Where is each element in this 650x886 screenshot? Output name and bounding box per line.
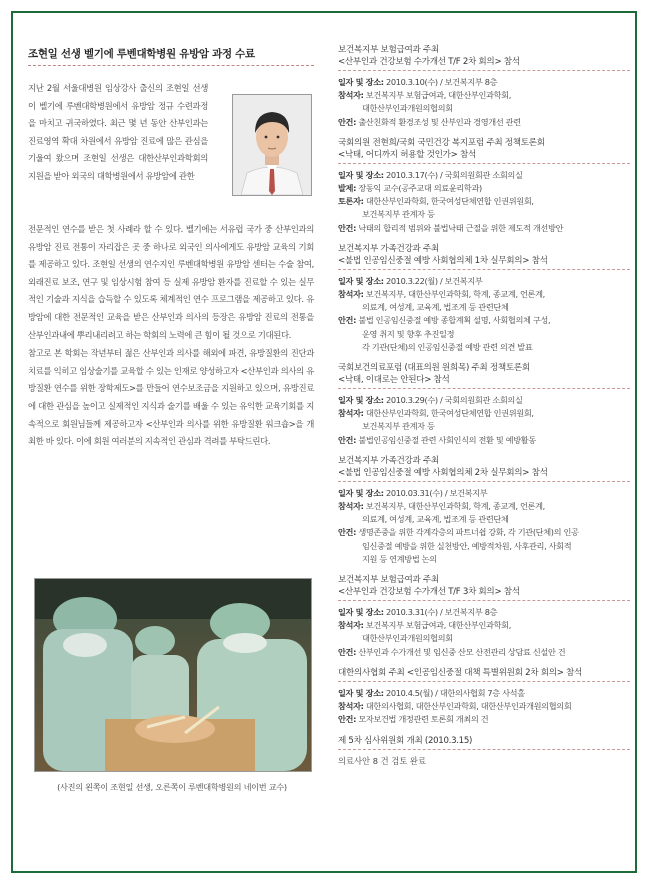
final-event-title: 제 5차 심사위원회 개최 (2010.3.15) [338,735,473,746]
article-paragraph-1b: 전문적인 연수를 받은 첫 사례라 할 수 있다. 벨기에는 서유럽 국가 중 산부인과의 유방암 진료 전통이 자리잡은 곳 중 하나로 외국인 의사에게도 유방암 교육의 기회를 제공하고 있다. 조현일 선생의 연수지인 루벤대학병원 유방암 센터는 수술 참여, 외래진료 보조, 연구 및 임상시험 참여 등 실제 유방암 환자를 진료할 수 있는 실무적인 기술과 지식을 습득할 수 있도록 체계적인 연수 프로그램을 제공하고 있다. 유방암에 대한 전문적인 교육을 받은 산부인과 의사의 등장은 유방암 진료의 전통을 산부인과내에 뿌리내리려고 하는 학회의 노력에 큰 힘이 될 것으로 기대된다. [28,224,314,340]
detail-label: 일자 및 장소: [338,487,384,498]
event-name: <산부인과 건강보험 수가개선 T/F 2차 회의> 참석 [338,57,520,67]
detail-value: 2010.4.5(월) / 대한의사협회 7층 사석홀 [386,687,525,698]
event-detail-row [338,434,630,447]
event-block [338,574,630,659]
divider [338,600,630,601]
event-detail-row [338,288,630,301]
event-organizer: 보건복지부 가족건강과 주최 [338,243,439,254]
event-detail-row [338,222,630,235]
article-paragraph-2: 참고로 본 학회는 작년부터 젊은 산부인과 의사를 해외에 파견, 유방질환의 진단과 치료를 익히고 임상술기를 교육할 수 있는 인재로 양성하고자 <산부인과 의사의 유방질환 연수를 위한 장학제도>를 만들어 연수보조금을 지원하고 있으며, 유방진료에 대한 관심을 높이고 실제적인 지식과 술기를 배울 수 있는 유익한 교육기회를 지속적으로 회원님들께 제공하고자 <산부인과 의사를 위한 유방질환 워크숍>을 개최한 바 있다. 이에 회원 여러분의 지속적인 관심과 격려를 부탁드린다. [28,348,314,447]
event-detail-row [338,195,630,208]
detail-value: 2010.3.29(수) / 국회의원회관 소회의실 [386,395,523,406]
detail-value: 장동익 교수(공주교대 의료윤리학과) [358,183,482,194]
detail-value: 대한의사협회, 대한산부인과학회, 대한산부인과개원의협의회 [365,701,572,712]
event-detail-row [338,700,630,713]
final-event-text: 의료사안 8 건 검토 완료 [338,755,426,766]
detail-label: 토론자: [338,196,364,207]
event-detail-row [338,606,630,619]
article-column [28,46,314,454]
event-detail-row [338,89,630,102]
detail-value: 모자보건법 개정관련 토론회 개최의 건 [358,714,489,725]
event-organizer: 국회보건의료포럼 (대표의원 원희목) 주최 정책토론회 [338,363,530,374]
detail-label: 일자 및 장소: [338,395,384,406]
event-detail-row [338,487,630,500]
detail-value: 보건복지부 보험급여과, 대한산부인과학회, [365,90,511,101]
event-detail-row [338,553,630,566]
detail-label: 참석자: [338,701,364,712]
detail-label: 안건: [338,434,357,445]
detail-value: 대한산부인과개원의협의회 [362,103,453,114]
event-detail-row [338,314,630,327]
detail-label: 참석자: [338,501,364,512]
event-detail-row [338,275,630,288]
detail-value: 대한산부인과학회, 한국여성단체연합 인권위원회, [365,408,534,419]
event-detail-row [338,420,630,433]
detail-label: 발제: [338,183,357,194]
event-block [338,44,630,129]
event-detail-row [338,301,630,314]
event-title [338,44,630,68]
detail-value: 낙태의 합리적 범위와 불법낙태 근절을 위한 제도적 개선방안 [358,222,564,233]
detail-label: 안건: [338,527,357,538]
detail-label: 참석자: [338,90,364,101]
detail-label: 안건: [338,222,357,233]
divider [338,388,630,389]
event-detail-row [338,341,630,354]
detail-value: 2010.3.22(월) / 보건복지부 [386,275,483,286]
detail-value: 각 기관(단체)의 인공임신중절 예방 관련 의견 발표 [362,341,533,352]
detail-label: 참석자: [338,408,364,419]
photo-caption: (사진의 왼쪽이 조현일 선생, 오른쪽이 루벤대학병원의 네이번 교수) [57,782,287,792]
event-detail-row [338,208,630,221]
event-detail-row [338,394,630,407]
detail-value: 출산친화적 환경조성 및 산부인과 경영개선 관련 [358,116,521,127]
detail-value: 산부인과 수가개선 및 임신중 산모 산전관리 상담료 신설안 건 [358,646,566,657]
event-title [338,455,630,479]
event-title [338,243,630,267]
detail-label: 참석자: [338,620,364,631]
event-block [338,362,630,447]
detail-value: 2010.3.10(수) / 보건복지부 8층 [386,77,498,87]
event-detail-row [338,540,630,553]
event-detail-row [338,632,630,645]
event-detail-row [338,513,630,526]
divider [338,481,630,482]
events-list [338,44,630,727]
event-detail-row [338,687,630,700]
detail-value: 보건복지부 관계자 등 [362,209,435,220]
surgery-photo [34,578,312,772]
detail-value: 불법 인공임신중절 예방 종합계획 설명, 사회협의체 구성, [358,315,551,326]
detail-label: 일자 및 장소: [338,687,384,698]
article-paragraph-1: 지난 2월 서울대병원 임상강사 출신의 조현일 선생이 벨기에 루벤대학병원에서 유방암 정규 수련과정을 마치고 귀국하였다. 최근 몇 년 동안 산부인과는 진료영역 확대 차원에서 유방암 진료에 많은 관심을 기울여 왔으며 조현일 선생은 대한산부인과학회의 지원을 받아 외국의 대학병원에서 유방암에 관한 [28,83,208,181]
detail-value: 의료계, 여성계, 교육계, 법조계 등 관련단체 [362,302,509,313]
event-detail-row [338,182,630,195]
detail-value: 보건복지부, 대한산부인과학회, 학계, 종교계, 언론계, [365,289,545,300]
event-name: <불법 인공임신중절 예방 사회협의체 1차 실무회의> 참석 [338,255,548,266]
detail-value: 2010.03.31(수) / 보건복지부 [386,487,488,498]
detail-value: 생명존중을 위한 각계각층의 파트너쉽 강화, 각 기관(단체)의 인공 [358,527,579,538]
detail-label: 안건: [338,714,357,725]
detail-value: 대한산부인과개원의협의회 [362,633,453,644]
event-title [338,667,630,679]
event-detail-row [338,102,630,115]
detail-label: 일자 및 장소: [338,169,384,180]
event-detail-row [338,619,630,632]
detail-value: 의료계, 여성계, 교육계, 법조계 등 관련단체 [362,514,509,525]
detail-value: 불법인공임신중절 관련 사회인식의 전환 및 예방활동 [358,434,536,445]
divider [338,269,630,270]
event-block [338,667,630,727]
portrait-photo [232,94,312,196]
event-detail-row [338,500,630,513]
detail-value: 보건복지부 보험급여과, 대한산부인과학회, [365,620,511,631]
article-title: 조현일 선생 벨기에 루벤대학병원 유방암 과정 수료 [28,46,314,66]
event-name: <낙태, 이대로는 안된다> 참석 [338,375,450,386]
detail-value: 보건복지부, 대한산부인과학회, 학계, 종교계, 언론계, [365,501,545,512]
detail-label: 일자 및 장소: [338,275,384,286]
detail-label: 일자 및 장소: [338,77,384,87]
detail-value: 임신중절 예방을 위한 실천방안, 예방적차원, 사후관리, 사회적 [362,540,572,551]
event-title [338,137,630,161]
detail-value: 보건복지부 관계자 등 [362,421,435,432]
detail-value: 2010.3.17(수) / 국회의원회관 소회의실 [386,169,523,180]
event-name: <산부인과 건강보험 수가개선 T/F 3차 회의> 참석 [338,587,520,598]
event-organizer: 국회의원 전현희/국회 국민건강 복지포럼 주최 정책토론회 [338,137,545,148]
detail-label: 안건: [338,315,357,326]
detail-value: 2010.3.31(수) / 보건복지부 8층 [386,607,498,618]
final-event [338,735,630,768]
events-column [338,44,630,776]
divider [338,163,630,164]
divider [338,70,630,71]
event-detail-row [338,646,630,659]
event-organizer: 보건복지부 보험급여과 주최 [338,45,439,55]
detail-value: 운영 취지 및 향후 추진일정 [362,328,455,339]
event-block [338,243,630,354]
event-title [338,362,630,386]
event-organizer: 보건복지부 가족건강과 주최 [338,455,439,466]
event-detail-row [338,76,630,89]
divider [338,681,630,682]
event-detail-row [338,526,630,539]
event-detail-row [338,713,630,726]
detail-label: 일자 및 장소: [338,607,384,618]
event-detail-row [338,116,630,129]
event-block [338,137,630,235]
detail-label: 참석자: [338,289,364,300]
event-detail-row [338,407,630,420]
divider [338,749,630,750]
detail-label: 안건: [338,646,357,657]
event-name: <불법 인공임신중절 예방 사회협의체 2차 실무회의> 참석 [338,467,548,478]
event-title [338,574,630,598]
event-detail-row [338,328,630,341]
event-organizer: 대한의사협회 주최 <인공임신중절 대책 특별위원회 2차 회의> 참석 [338,667,583,678]
detail-label: 안건: [338,116,357,127]
event-block [338,455,630,566]
event-name: <낙태, 어디까지 허용할 것인가> 참석 [338,149,476,160]
detail-value: 지원 등 연계방법 논의 [362,553,437,564]
detail-value: 대한산부인과학회, 한국여성단체연합 인권위원회, [365,196,534,207]
event-detail-row [338,169,630,182]
event-organizer: 보건복지부 보험급여과 주최 [338,575,439,586]
